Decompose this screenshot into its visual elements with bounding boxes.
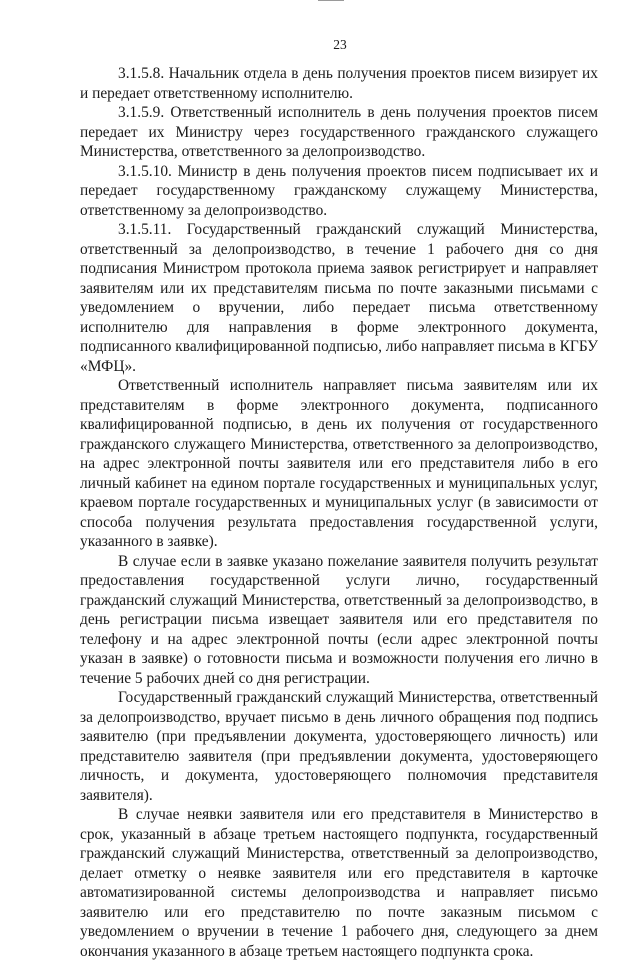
paragraph-non-appearance: В случае неявки заявителя или его представителя в Министерство в срок, указанный в абзаце третьем настоящего подпункта, государственный гражданский служащий Министерства, ответственный за делопроизводство, делает отметку о неявке заявителя или его представителя в карточке автоматизированной системы делопроизводства и направляет письмо заявителю или его представителю по почте заказным письмом с уведомлением о вручении в течение 1 рабочего дня, следующего за днем окончания указанного в абзаце третьем настоящего подпункта срока. bbox=[80, 806, 598, 960]
paragraph-3-1-5-11: 3.1.5.11. Государственный гражданский служащий Министерства, ответственный за делопроизводство, в течение 1 рабочего дня со дня подписания Министром протокола приема заявок регистрирует и направляет заявителям или их представителям письма по почте заказными письмами с уведомлением о вручении, либо передает письма ответственному исполнителю для направления в форме электронного документа, подписанного квалифицированной подписью, либо направляет письма в КГБУ «МФЦ». bbox=[80, 221, 599, 375]
paragraph-3-1-5-10: 3.1.5.10. Министр в день получения проектов писем подписывает их и передает государственному гражданскому служащему Министерства, ответственному за делопроизводство. bbox=[80, 162, 598, 219]
paragraph-personal-receipt: В случае если в заявке указано пожелание заявителя получить результат предоставления государственной услуги лично, государственный гражданский служащий Министерства, ответственный за делопроизводство, в день регистрации письма извещает заявителя или его представителя по телефону и на адрес электронной почты (если адрес электронной почты указан в заявке) о готовности письма и возможности получения его лично в течение 5 рабочих дней со дня регистрации. bbox=[80, 552, 598, 687]
paragraph-3-1-5-8: 3.1.5.8. Начальник отдела в день получения проектов писем визирует их и передает ответственному исполнителю. bbox=[80, 65, 598, 102]
paragraph-handover-signature: Государственный гражданский служащий Министерства, ответственный за делопроизводство, вручает письмо в день личного обращения под подпись заявителю (при предъявлении документа, удостоверяющего личность) или представителю заявителя (при предъявлении документа, удостоверяющего личность, и документа, удостоверяющего полномочия представителя заявителя). bbox=[80, 689, 598, 804]
page-number: 23 bbox=[333, 37, 347, 52]
paragraph-3-1-5-9: 3.1.5.9. Ответственный исполнитель в день получения проектов писем передает их Министру через государственного гражданского служащего Министерства, ответственного за делопроизводство. bbox=[80, 104, 598, 160]
paragraph-responsible-executor: Ответственный исполнитель направляет письма заявителям или их представителям в форме электронного документа, подписанного квалифицированной подписью, в день их получения от государственного гражданского служащего Министерства, ответственного за делопроизводство, на адрес электронной почты заявителя или его представителя либо в его личный кабинет на едином портале государственных и муниципальных услуг, краевом портале государственных и муниципальных услуг (в зависимости от способа получения результата предоставления государственной услуги, указанного в заявке). bbox=[80, 377, 598, 550]
document-body bbox=[80, 64, 598, 961]
scan-edge-mark bbox=[318, 0, 344, 1]
